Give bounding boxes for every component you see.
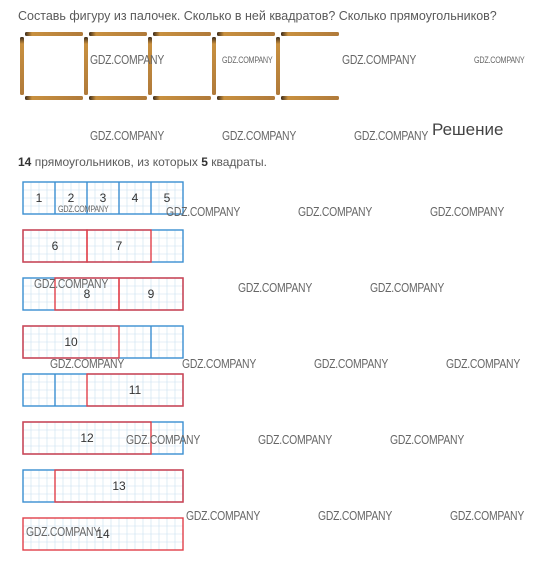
matchstick [212, 37, 216, 95]
watermark: GDZ.COMPANY [126, 432, 201, 447]
watermark: GDZ.COMPANY [90, 52, 165, 67]
matchstick [84, 37, 88, 95]
shape-label: 1 [35, 191, 43, 205]
watermark: GDZ.COMPANY [450, 508, 525, 523]
watermark: GDZ.COMPANY [258, 432, 333, 447]
watermark: GDZ.COMPANY [90, 128, 165, 143]
watermark: GDZ.COMPANY [446, 356, 521, 371]
watermark: GDZ.COMPANY [390, 432, 465, 447]
watermark: GDZ.COMPANY [222, 128, 297, 143]
solution-title: Решение [432, 120, 504, 139]
matchstick [89, 32, 147, 36]
diagram-rect-13 [22, 469, 186, 503]
matchstick [217, 32, 275, 36]
shape-label: 12 [80, 431, 94, 445]
watermark: GDZ.COMPANY [474, 55, 525, 65]
watermark: GDZ.COMPANY [182, 356, 257, 371]
summary-text-sq: квадраты. [207, 155, 267, 169]
summary-text-rect: прямоугольников, из которых [31, 155, 202, 169]
matchstick [281, 32, 339, 36]
answer-summary [18, 155, 267, 169]
diagram-rect-10 [22, 325, 186, 359]
watermark: GDZ.COMPANY [222, 55, 273, 65]
shape-label: 13 [112, 479, 126, 493]
matchstick [153, 32, 211, 36]
matchstick [25, 32, 83, 36]
question-text: Составь фигуру из палочек. Сколько в ней квадратов? Сколько прямоугольников? [18, 9, 497, 23]
matchstick [276, 37, 280, 95]
matchstick [20, 37, 24, 95]
watermark: GDZ.COMPANY [166, 204, 241, 219]
watermark: GDZ.COMPANY [370, 280, 445, 295]
shape-label: 4 [131, 191, 139, 205]
watermark: GDZ.COMPANY [26, 524, 101, 539]
shape-label: 2 [67, 191, 75, 205]
matchstick [25, 96, 83, 100]
shape-label: 9 [147, 287, 155, 301]
shape-label: 11 [128, 383, 142, 397]
shape-label: 14 [96, 527, 110, 541]
watermark: GDZ.COMPANY [354, 128, 429, 143]
watermark: GDZ.COMPANY [314, 356, 389, 371]
diagram-rects-6-7 [22, 229, 186, 263]
matchstick-figure [18, 30, 340, 102]
watermark: GDZ.COMPANY [50, 356, 125, 371]
shape-label: 10 [64, 335, 78, 349]
shape-label: 6 [51, 239, 59, 253]
diagram-rect-11 [22, 373, 186, 407]
watermark: GDZ.COMPANY [34, 276, 109, 291]
shape-label: 3 [99, 191, 107, 205]
watermark: GDZ.COMPANY [298, 204, 373, 219]
watermark: GDZ.COMPANY [238, 280, 313, 295]
shape-label: 7 [115, 239, 123, 253]
watermark: GDZ.COMPANY [430, 204, 505, 219]
watermark: GDZ.COMPANY [342, 52, 417, 67]
watermark: GDZ.COMPANY [58, 204, 109, 214]
matchstick [217, 96, 275, 100]
matchstick [153, 96, 211, 100]
shape-label: 8 [83, 287, 91, 301]
watermark: GDZ.COMPANY [318, 508, 393, 523]
square-count: 5 [201, 155, 208, 169]
rectangle-count: 14 [18, 155, 32, 169]
matchstick [89, 96, 147, 100]
shape-label: 5 [163, 191, 171, 205]
watermark: GDZ.COMPANY [186, 508, 261, 523]
matchstick [281, 96, 339, 100]
